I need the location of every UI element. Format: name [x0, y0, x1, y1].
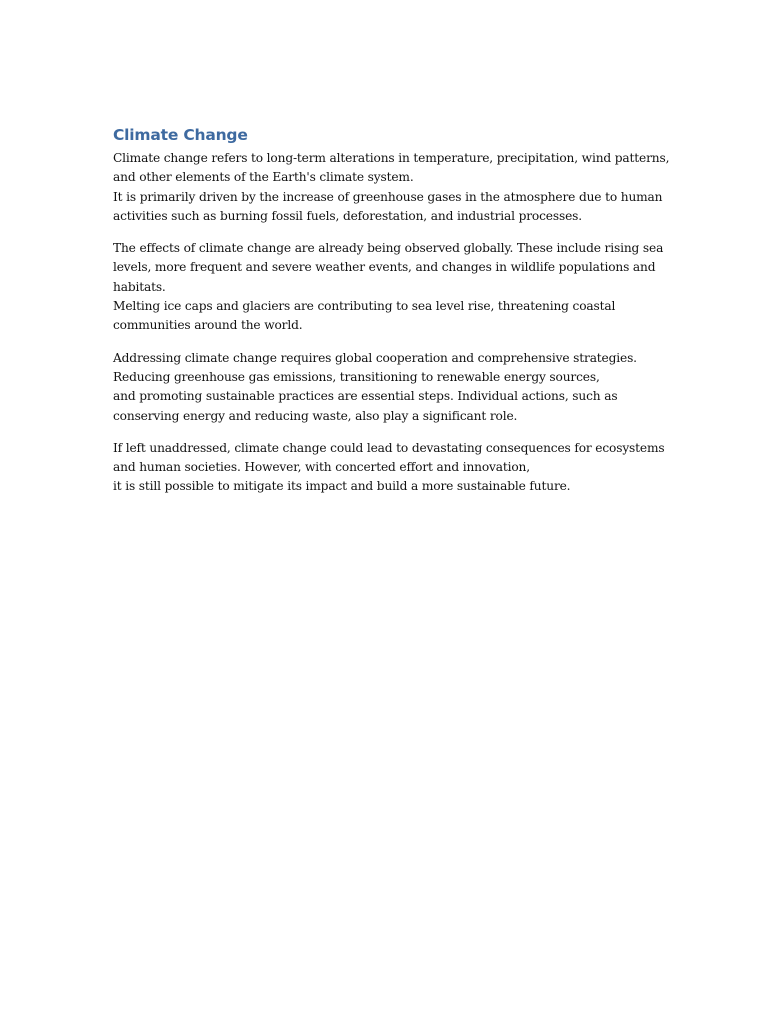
- text-line: If left unaddressed, climate change could lead to devastating consequences for ecosystems: [113, 440, 665, 455]
- paragraph-3: [113, 349, 673, 426]
- text-line: The effects of climate change are already being observed globally. These include rising sea: [113, 241, 664, 256]
- text-line: Addressing climate change requires global cooperation and comprehensive strategies.: [113, 350, 637, 365]
- text-line: conserving energy and reducing waste, also play a significant role.: [113, 408, 518, 423]
- text-line: activities such as burning fossil fuels, deforestation, and industrial processes.: [113, 208, 582, 223]
- document-body: [113, 124, 673, 510]
- paragraph-1: [113, 149, 673, 226]
- text-line: and other elements of the Earth's climate system.: [113, 170, 414, 185]
- text-line: It is primarily driven by the increase of greenhouse gases in the atmosphere due to human: [113, 189, 663, 204]
- text-line: communities around the world.: [113, 318, 303, 333]
- paragraph-2: [113, 239, 673, 335]
- text-line: Climate change refers to long-term alterations in temperature, precipitation, wind patterns,: [113, 151, 670, 165]
- text-line: and promoting sustainable practices are essential steps. Individual actions, such as: [113, 389, 618, 404]
- document-title: Climate Change: [113, 126, 248, 144]
- text-line: Reducing greenhouse gas emissions, transitioning to renewable energy sources,: [113, 369, 600, 384]
- text-line: levels, more frequent and severe weather events, and changes in wildlife populations and: [113, 260, 656, 275]
- text-line: Melting ice caps and glaciers are contributing to sea level rise, threatening coastal: [113, 299, 616, 314]
- paragraph-4: [113, 439, 673, 497]
- text-line: and human societies. However, with concerted effort and innovation,: [113, 460, 530, 475]
- text-line: it is still possible to mitigate its impact and build a more sustainable future.: [113, 479, 571, 494]
- text-line: habitats.: [113, 279, 166, 294]
